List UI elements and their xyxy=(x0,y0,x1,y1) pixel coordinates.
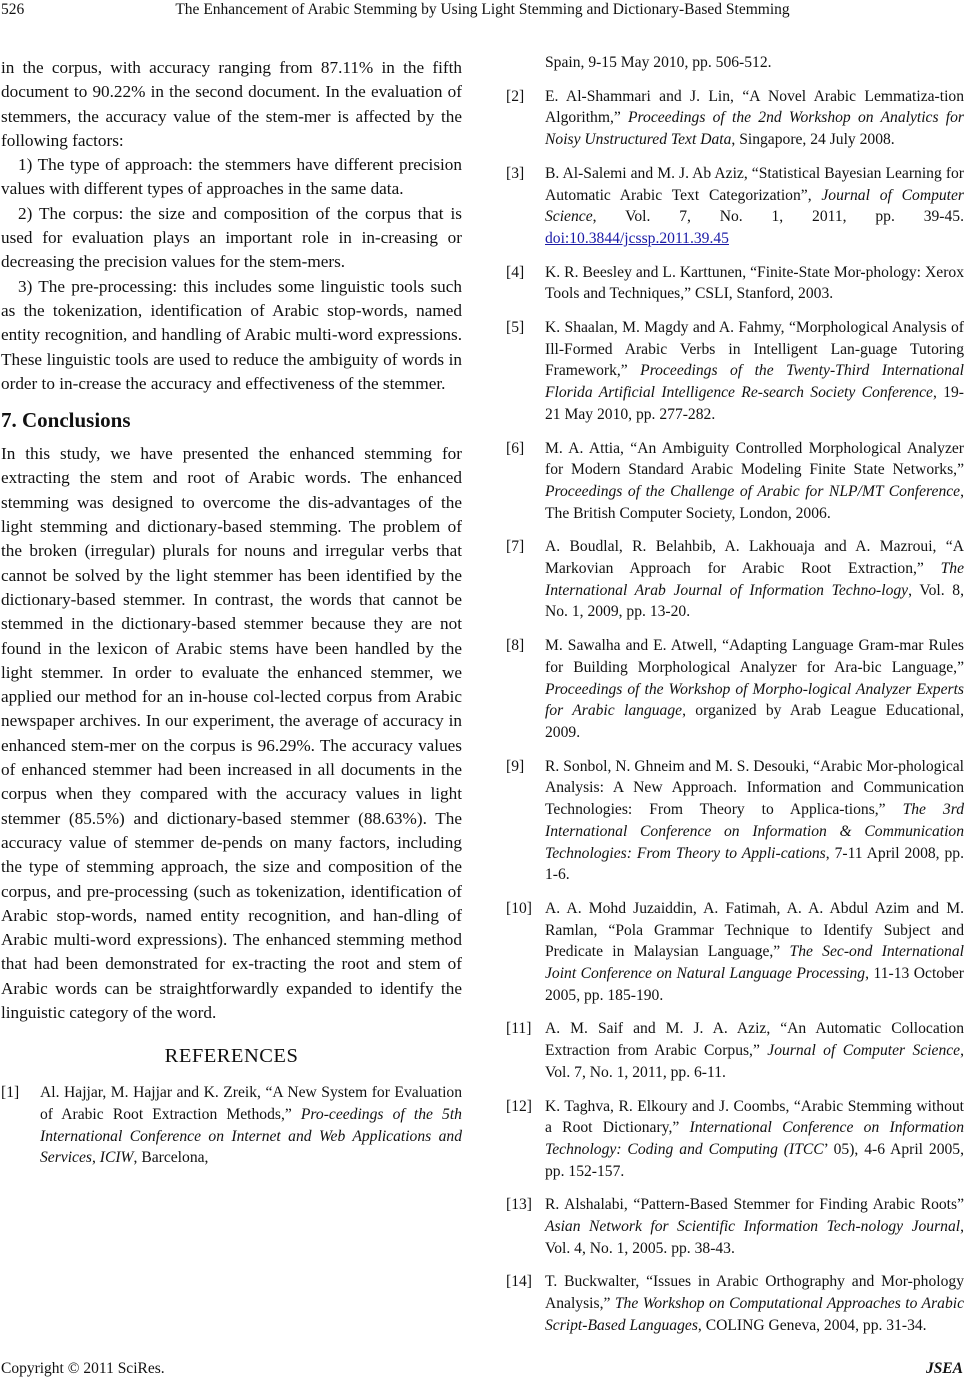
reference-item xyxy=(506,898,964,1007)
reference-text: A. Boudlal, R. Belahbib, A. Lakhouaja and A. Mazroui, “A Markovian Approach for Arabic Root Extraction,” xyxy=(545,538,964,578)
reference-number: [14] xyxy=(506,1273,532,1291)
reference-text: K. Shaalan, M. Magdy and A. Fahmy, “Morphological Analysis of Ill-Formed Arabic Verbs in Intelligent Lan-guage Tutoring Framework,” xyxy=(545,319,964,380)
reference-item xyxy=(1,1082,462,1169)
body-paragraph: in the corpus, with accuracy ranging from 87.11% in the fifth document to 90.22% in the second document. In the evaluation of stemmers, the accuracy value of the stem-mer is affected by the following factors: xyxy=(1,58,462,150)
references-heading: REFERENCES xyxy=(164,1045,299,1068)
reference-text: R. Sonbol, N. Ghneim and M. S. Desouki, “Arabic Mor-phological Analysis: A New Approach. Information and Communication Technologies: From Theory to Applica-tions,” xyxy=(545,757,964,819)
reference-venue: Journal of Computer Science xyxy=(767,1042,961,1060)
reference-number: [8] xyxy=(506,637,525,655)
reference-item xyxy=(506,1194,964,1259)
reference-number: [5] xyxy=(506,319,525,337)
running-title: The Enhancement of Arabic Stemming by Using Light Stemming and Dictionary-Based Stemming xyxy=(175,1,790,18)
reference-text: , xyxy=(91,1149,100,1167)
reference-continuation xyxy=(506,52,964,74)
reference-text: , 11-13 October 2005, pp. 185-190. xyxy=(545,965,964,1004)
reference-number: [13] xyxy=(506,1196,532,1214)
reference-text: K. R. Beesley and L. Karttunen, “Finite-State Mor-phology: Xerox Tools and Techniques,” CSLI, Stanford, 2003. xyxy=(545,263,964,303)
reference-text: T. Buckwalter, “Issues in Arabic Orthography and Mor-phology Analysis,” xyxy=(545,1273,964,1313)
reference-text: B. Al-Salemi and M. J. Ab Aziz, “Statistical Bayesian Learning for Automatic Arabic Text Categorization”, xyxy=(545,164,964,204)
reference-number: [10] xyxy=(506,899,532,917)
reference-number: [1] xyxy=(1,1084,20,1102)
conclusions-paragraph: In this study, we have presented the enhanced stemming for extracting the stem and root of Arabic words. The enhanced stemming was designed to overcome the dis-advantages of the light stemming and dictionary-based stemming. The problem of the broken (irregular) plurals for nouns and irregular verbs that cannot be solved by the light stemmer has been identified by the dictionary-based stemmer. In contrast, the words that cannot be stemmed in the dictionary-based stemmer because they are not found in the lexicon of Arabic stems have been handled by the light stemmer. In order to evaluate the enhanced stemmer, we applied our method for an in-house col-lected corpus from Arabic newspaper archives. In our experiment, the average of accuracy in enhanced stem-mer on the corpus is 96.29%. The accuracy values of enhanced stemmer had been increased in all documents in the corpus when they compared with the accuracy values in light stemmer (85.5%) and dictionary-based stemmer (88.63%). The accuracy value of stemmer de-pends on many factors, including the type of stemming approach, the size and composition of the corpus, and pre-processing (such as tokenization, identification of Arabic stop-words, named entity recognition, and han-dling of Arabic multi-word expressions). The enhanced stemming method that had been demonstrated for ex-tracting the root and stem of Arabic words can be straightforwardly expanded to identify the linguistic category of the word. xyxy=(1,444,462,1022)
reference-item xyxy=(506,756,964,886)
reference-item xyxy=(506,1096,964,1183)
reference-text: M. Sawalha and E. Atwell, “Adapting Language Gram-mar Rules for Building Morphological Analyzer for Ara-bic Language,” xyxy=(545,637,964,676)
reference-text: , The British Computer Society, London, 2006. xyxy=(545,482,964,522)
page-footer xyxy=(0,1360,965,1382)
reference-text: ’ 05), 4-6 April 2005, pp. 152-157. xyxy=(545,1140,964,1180)
reference-item xyxy=(506,86,964,151)
reference-number: [6] xyxy=(506,439,525,457)
reference-venue: Pro-ceedings of the 5th International Conference on Internet and Web Applications and Services xyxy=(40,1105,462,1167)
body-paragraph: 1) The type of approach: the stemmers have different precision values with different types of approaches in the same data. xyxy=(1,155,462,199)
reference-venue: Journal of Computer Science xyxy=(545,186,964,226)
reference-text: , Barcelona, xyxy=(133,1149,209,1167)
reference-text: , Singapore, 24 July 2008. xyxy=(731,131,895,149)
reference-venue: The International Arab Journal of Information Techno-logy xyxy=(545,560,964,599)
reference-text: , 19-21 May 2010, pp. 277-282. xyxy=(545,384,964,423)
right-column xyxy=(506,56,964,1349)
reference-item xyxy=(506,163,964,250)
page-header xyxy=(0,0,965,24)
reference-text: , Vol. 8, No. 1, 2009, pp. 13-20. xyxy=(545,581,964,621)
reference-text: , organized by Arab League Educational, 2009. xyxy=(545,702,964,741)
reference-venue: Proceedings of the Challenge of Arabic for NLP/MT Conference xyxy=(545,482,961,500)
body-paragraph: 3) The pre-processing: this includes some linguistic tools such as the tokenization, identification of Arabic stop-words, named entity recognition, and handling of Arabic multi-word expressions. These linguistic tools are used to reduce the ambiguity of words in order to in-crease the accuracy and effectiveness of the stemmer. xyxy=(1,276,462,393)
reference-list xyxy=(506,86,964,1337)
reference-venue: The Workshop on Computational Approaches to Arabic Script-Based Languages xyxy=(545,1295,964,1334)
body-paragraph: 2) The corpus: the size and composition of the corpus that is used for evaluation plays an important role in in-creasing or decreasing the precision values for the stem-mers. xyxy=(1,203,462,272)
section-heading-conclusions: 7. Conclusions xyxy=(1,408,131,433)
reference-number: [3] xyxy=(506,164,525,182)
reference-item xyxy=(506,438,964,525)
reference-number: [11] xyxy=(506,1020,532,1038)
reference-text: E. Al-Shammari and J. Lin, “A Novel Arabic Lemmatiza-tion Algorithm,” xyxy=(545,87,964,127)
copyright-notice: Copyright © 2011 SciRes. xyxy=(1,1360,165,1377)
reference-text: M. A. Attia, “An Ambiguity Controlled Morphological Analyzer for Modern Standard Arabic Modeling Finite State Networks,” xyxy=(545,439,964,479)
reference-venue: International Conference on Information Technology: Coding and Computing (ITCC xyxy=(545,1119,965,1158)
journal-abbrev: JSEA xyxy=(925,1360,963,1377)
reference-text: A. A. Mohd Juzaiddin, A. Fatimah, A. A. Abdul Azim and M. Ramlan, “Pola Grammar Technique to Identify Subject and Predicate in Malaysian Language,” xyxy=(545,899,964,961)
reference-item xyxy=(506,536,964,623)
reference-text: , 7-11 April 2008, pp. 1-6. xyxy=(545,844,964,884)
reference-text: , COLING Geneva, 2004, pp. 31-34. xyxy=(697,1316,927,1334)
reference-number: [7] xyxy=(506,538,525,556)
reference-number: [2] xyxy=(506,87,525,105)
reference-text: , Vol. 4, No. 1, 2005. pp. 38-43. xyxy=(545,1218,964,1257)
reference-number: [4] xyxy=(506,263,525,281)
reference-venue: Asian Network for Scientific Information Tech-nology Journal xyxy=(545,1218,961,1236)
reference-text: R. Alshalabi, “Pattern-Based Stemmer for Finding Arabic Roots” xyxy=(545,1196,964,1214)
reference-text: , Vol. 7, No. 1, 2011, pp. 39-45. xyxy=(592,208,964,226)
reference-text: Al. Hajjar, M. Hajjar and K. Zreik, “A New System for Evaluation of Arabic Root Extraction Methods,” xyxy=(40,1084,462,1123)
reference-venue: The 3rd International Conference on Information & Communication Technologies: From Theory to Appli-cations xyxy=(545,801,964,862)
doi-link[interactable]: doi:10.3844/jcssp.2011.39.45 xyxy=(545,229,729,247)
reference-number: [12] xyxy=(506,1097,532,1115)
reference-item xyxy=(506,1018,964,1083)
reference-text: K. Taghva, R. Elkoury and J. Coombs, “Arabic Stemming without a Root Dictionary,” xyxy=(545,1097,964,1137)
reference-venue: Proceedings of the 2nd Workshop on Analytics for Noisy Unstructured Text Data xyxy=(545,109,964,149)
reference-item xyxy=(506,635,964,744)
page-number: 526 xyxy=(1,1,25,18)
reference-venue: The Sec-ond International Joint Conference on Natural Language Processing xyxy=(545,943,964,983)
reference-venue: Proceedings of the Workshop of Morpho-logical Analyzer Experts for Arabic language xyxy=(545,680,964,720)
reference-text: , Vol. 7, No. 1, 2011, pp. 6-11. xyxy=(545,1042,964,1081)
reference-venue: ICIW xyxy=(99,1149,134,1167)
reference-item xyxy=(506,1271,964,1336)
reference-item xyxy=(506,317,964,426)
reference-text: A. M. Saif and M. J. A. Aziz, “An Automatic Collocation Extraction from Arabic Corpus,” xyxy=(545,1020,964,1060)
reference-venue: Proceedings of the Twenty-Third International Florida Artificial Intelligence Re-search Society Conference xyxy=(545,362,964,402)
reference-number: [9] xyxy=(506,757,525,775)
reference-text: Spain, 9-15 May 2010, pp. 506-512. xyxy=(545,54,772,71)
left-column xyxy=(1,56,462,1181)
reference-item xyxy=(506,262,964,305)
